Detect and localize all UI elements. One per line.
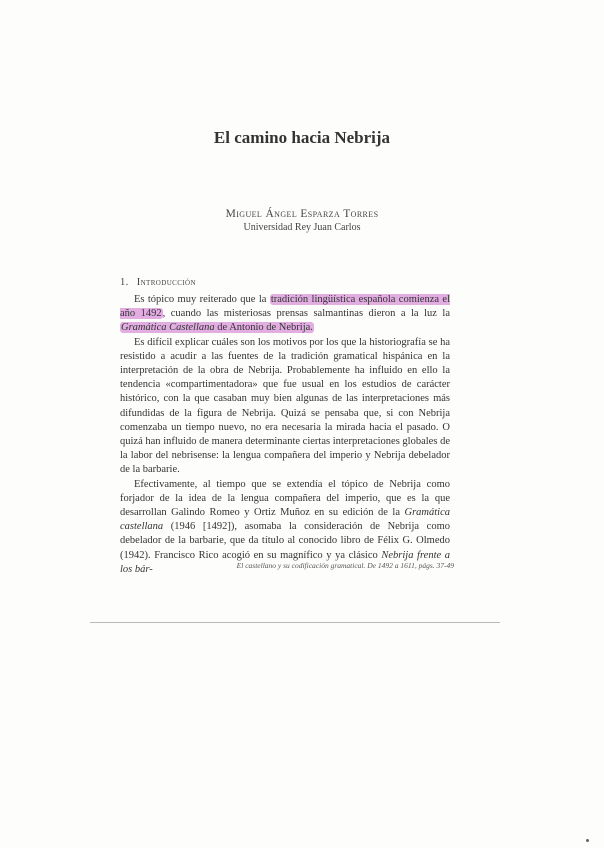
page-footer: El castellano y su codificación gramatical. De 1492 a 1611, págs. 37-49 — [236, 561, 454, 570]
italic-title: Gramática castellana — [120, 507, 450, 533]
page-edge-rule — [90, 622, 500, 623]
section-number: 1. — [120, 277, 129, 288]
highlighted-text: tradición lingüística española comienza el año 1492 — [120, 294, 450, 320]
paragraph-text: Es tópico muy reiterado que la — [134, 294, 270, 305]
paragraph: Es difícil explicar cuáles son los motivos por los que la historiografía se ha resistido a acudir a las fuentes de la tradición gramatical hispánica en la interpretación de la obra de Nebrija. Probablemente ha influido en ello la tendencia «compartimentadora» que fue usual en los estudios de carácter histórico, con la que casaban muy bien algunas de las interpretaciones más difundidas de la figura de Nebrija. Quizá se pensaba que, si con Nebrija comenzaba un tiempo nuevo, no era necesaria la mirada hacia el pasado. O quizá han influido de manera determinante ciertas interpretaciones globales de la labor del nebrisense: la lengua compañera del imperio y Nebrija debelador de la barbarie. — [120, 336, 450, 476]
italic-title: Gramática Castellana — [121, 322, 215, 334]
section-heading — [120, 277, 196, 288]
section-title: Introducción — [136, 277, 196, 288]
paragraph-text: , cuando las misteriosas prensas salmantinas dieron a la luz la — [162, 308, 450, 320]
scan-speck — [586, 839, 589, 842]
author-name: Miguel Ángel Esparza Torres — [225, 208, 379, 220]
highlighted-text — [120, 322, 314, 333]
author-affiliation: Universidad Rey Juan Carlos — [243, 222, 361, 233]
italic-title: Nebrija frente a los bár- — [120, 549, 451, 575]
paragraph-text: (1946 [1492]), asomaba la consideración de Nebrija como debelador de la barbarie, que da título al conocido libro de Félix G. Olmedo (1942). Francisco Rico acogió en su magnífico y ya clásico — [120, 521, 450, 561]
article-title: El camino hacia Nebrija — [213, 128, 391, 147]
paragraph-text: Efectivamente, al tiempo que se extendía el tópico de Nebrija como forjador de la idea de la lengua compañera del imperio, que es la que desarrollan Galindo Romeo y Ortiz Muñoz en su edición de la — [120, 478, 450, 519]
paragraph — [120, 293, 450, 336]
article-body — [120, 293, 450, 577]
paragraph-text: de Antonio de Nebrija. — [214, 322, 313, 334]
